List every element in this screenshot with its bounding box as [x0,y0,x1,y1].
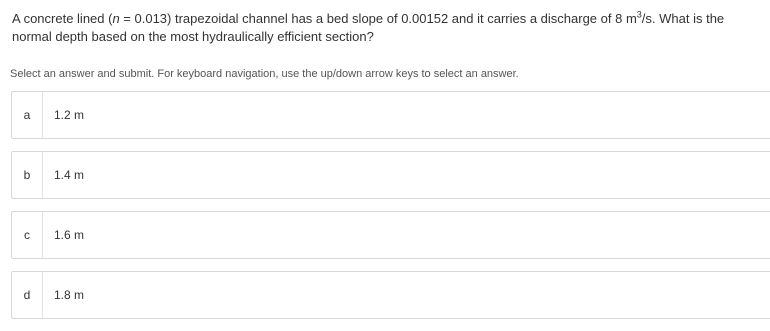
option-letter: b [12,152,43,198]
question-suffix: /s. What is the normal depth based on the most hydraulically efficient section? [12,11,725,44]
option-letter: a [12,92,43,138]
answer-option-d[interactable] [11,271,770,319]
instruction-text: Select an answer and submit. For keyboard navigation, use the up/down arrow keys to select an answer. [10,68,519,80]
answer-option-c[interactable] [11,211,770,259]
question-prefix: A concrete lined ( [12,11,113,26]
answer-option-a[interactable] [11,91,770,139]
question-equation: = 0.013) trapezoidal channel has a bed slope of 0.00152 and it carries a discharge of 8 m [119,11,637,26]
option-text: 1.6 m [54,228,85,242]
answer-options [11,91,770,331]
answer-option-b[interactable] [11,151,770,199]
option-text: 1.4 m [54,168,85,182]
option-text: 1.8 m [54,288,85,302]
option-letter: d [12,272,43,318]
question-variable: n [112,11,120,26]
option-text: 1.2 m [54,108,85,122]
question-text [12,10,764,46]
option-letter: c [12,212,43,258]
question-superscript: 3 [636,9,642,20]
